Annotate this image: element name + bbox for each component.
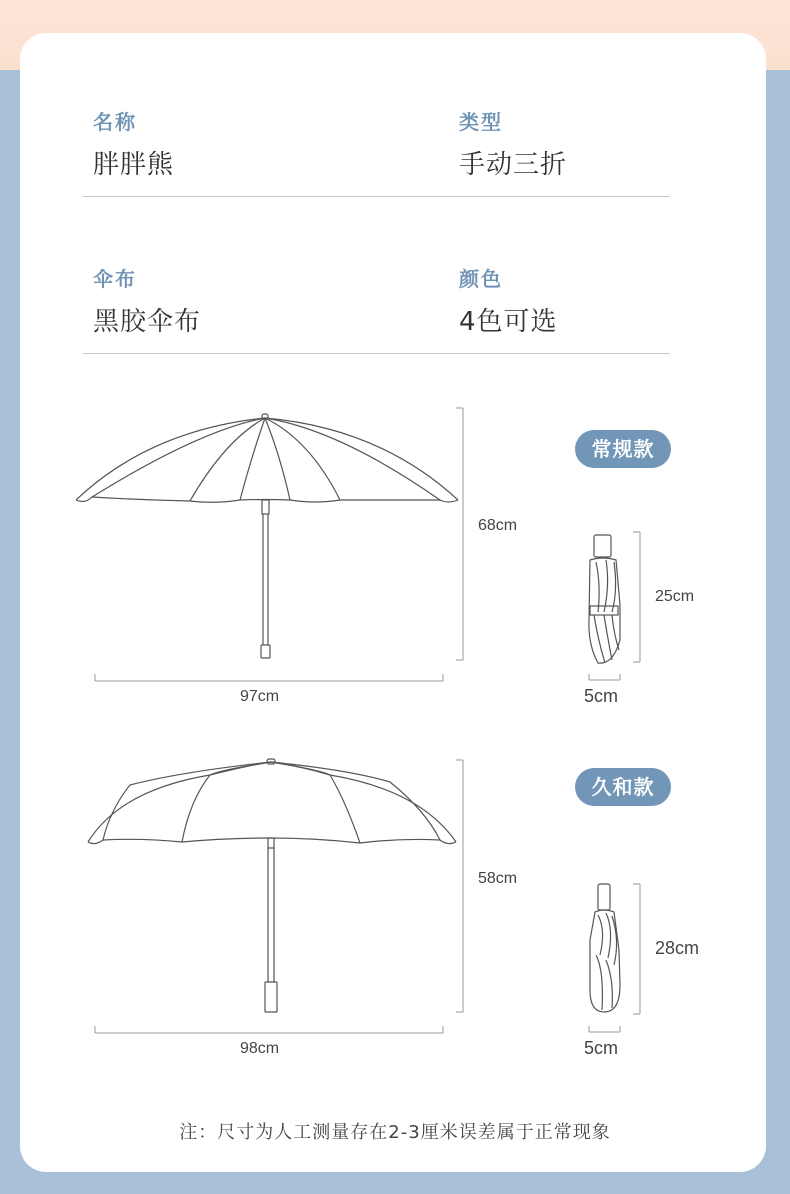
spec-value-color: 4色可选 <box>459 307 558 337</box>
spec-value-type: 手动三折 <box>459 150 568 180</box>
spec-label-name: 名称 <box>93 110 137 134</box>
model-badge-regular: 常规款 <box>575 430 671 468</box>
spec-label-color: 颜色 <box>459 267 503 291</box>
spec-value-name: 胖胖熊 <box>93 150 175 180</box>
folded-width-jiuhe: 5cm <box>584 1038 619 1058</box>
folded-length-jiuhe: 28cm <box>655 938 700 958</box>
open-height-jiuhe: 58cm <box>478 870 518 887</box>
open-width-jiuhe: 98cm <box>240 1040 280 1057</box>
open-height-regular: 68cm <box>478 517 518 534</box>
spec-value-fabric: 黑胶伞布 <box>93 307 202 337</box>
measurement-footnote: 注：尺寸为人工测量存在2-3厘米误差属于正常现象 <box>179 1122 611 1143</box>
folded-length-regular: 25cm <box>655 588 695 605</box>
model-badge-jiuhe: 久和款 <box>575 768 671 806</box>
spec-label-fabric: 伞布 <box>93 267 137 291</box>
open-width-regular: 97cm <box>240 688 280 705</box>
folded-width-regular: 5cm <box>584 686 619 706</box>
spec-label-type: 类型 <box>459 110 503 134</box>
